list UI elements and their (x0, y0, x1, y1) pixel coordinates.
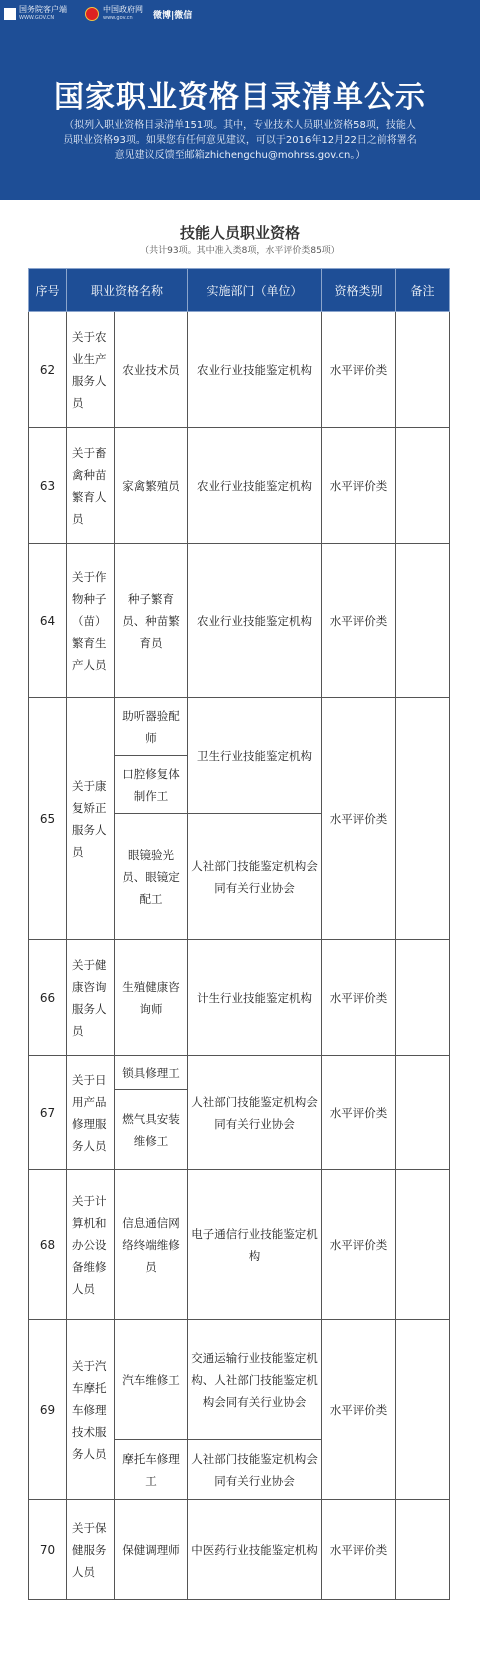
row-note (396, 1500, 450, 1600)
table-row (29, 940, 450, 1056)
row-category: 关于农业生产服务人员 (67, 312, 115, 428)
weibo-weixin-label[interactable]: 微博|微信 (153, 10, 193, 21)
row-category: 关于保健服务人员 (67, 1500, 115, 1600)
row-note (396, 1170, 450, 1320)
row-dept: 人社部门技能鉴定机构会同有关行业协会 (188, 814, 322, 940)
row-dept: 卫生行业技能鉴定机构 (188, 698, 322, 814)
row-note (396, 940, 450, 1056)
row-dept: 中医药行业技能鉴定机构 (188, 1500, 322, 1600)
table-header-row (29, 269, 450, 312)
page-description: （拟列入职业资格目录清单151项。其中，专业技术人员职业资格58项，技能人员职业资格93项。如果您有任何意见建议，可以于2016年12月22日之前将署名意见建议反馈至邮箱zhichengchu@mohrss.gov.cn。） (63, 120, 417, 161)
table-row (29, 698, 450, 756)
row-name: 摩托车修理工 (115, 1440, 188, 1500)
row-name: 锁具修理工 (115, 1056, 188, 1090)
gov-site-name[interactable]: 中国政府网 www.gov.cn (103, 5, 143, 21)
row-type: 水平评价类 (322, 544, 396, 698)
row-category: 关于日用产品修理服务人员 (67, 1056, 115, 1170)
table-row (29, 1320, 450, 1440)
row-no: 62 (29, 312, 67, 428)
table-row (29, 1500, 450, 1600)
header-no: 序号 (29, 269, 67, 312)
app-logo-icon (4, 8, 16, 20)
header-name: 职业资格名称 (67, 269, 188, 312)
row-note (396, 698, 450, 940)
row-name: 助听器验配师 (115, 698, 188, 756)
row-name: 燃气具安装维修工 (115, 1090, 188, 1170)
top-bar (0, 0, 480, 28)
table-row (29, 1170, 450, 1320)
table-row (29, 1056, 450, 1090)
table-row (29, 544, 450, 698)
qualification-table (28, 268, 450, 1600)
row-dept: 农业行业技能鉴定机构 (188, 312, 322, 428)
row-name: 信息通信网络终端维修员 (115, 1170, 188, 1320)
row-no: 63 (29, 428, 67, 544)
row-type: 水平评价类 (322, 1320, 396, 1500)
row-no: 66 (29, 940, 67, 1056)
row-dept: 人社部门技能鉴定机构会同有关行业协会 (188, 1440, 322, 1500)
section-title: 技能人员职业资格 (179, 224, 300, 242)
row-no: 68 (29, 1170, 67, 1320)
logo-sub-text: WWW.GOV.CN (19, 15, 55, 21)
header-note: 备注 (396, 269, 450, 312)
row-type: 水平评价类 (322, 1170, 396, 1320)
row-name: 种子繁育员、种苗繁育员 (115, 544, 188, 698)
row-note (396, 1056, 450, 1170)
row-no: 69 (29, 1320, 67, 1500)
row-no: 64 (29, 544, 67, 698)
row-type: 水平评价类 (322, 312, 396, 428)
header-type: 资格类别 (322, 269, 396, 312)
row-type: 水平评价类 (322, 1500, 396, 1600)
row-note (396, 428, 450, 544)
gov-site-url: www.gov.cn (103, 15, 133, 21)
table-row (29, 428, 450, 544)
row-name: 眼镜验光员、眼镜定配工 (115, 814, 188, 940)
row-name: 口腔修复体制作工 (115, 756, 188, 814)
row-name: 家禽繁殖员 (115, 428, 188, 544)
row-category: 关于畜禽种苗繁育人员 (67, 428, 115, 544)
row-no: 67 (29, 1056, 67, 1170)
page-title: 国家职业资格目录清单公示 (54, 80, 426, 115)
row-dept: 农业行业技能鉴定机构 (188, 544, 322, 698)
section-subtitle: （共计93项。其中准入类8项，水平评价类85项） (140, 246, 340, 256)
row-no: 70 (29, 1500, 67, 1600)
row-category: 关于康复矫正服务人员 (67, 698, 115, 940)
row-type: 水平评价类 (322, 698, 396, 940)
state-council-logo[interactable] (4, 5, 67, 23)
header-banner (0, 0, 480, 200)
logo-main-text: 国务院客户端 (19, 5, 67, 14)
row-name: 生殖健康咨询师 (115, 940, 188, 1056)
national-emblem-icon (85, 7, 99, 21)
row-name: 农业技术员 (115, 312, 188, 428)
row-category: 关于作物种子（苗）繁育生产人员 (67, 544, 115, 698)
row-category: 关于计算机和办公设备维修人员 (67, 1170, 115, 1320)
row-note (396, 544, 450, 698)
row-dept: 交通运输行业技能鉴定机构、人社部门技能鉴定机构会同有关行业协会 (188, 1320, 322, 1440)
row-note (396, 1320, 450, 1500)
row-no: 65 (29, 698, 67, 940)
row-dept: 人社部门技能鉴定机构会同有关行业协会 (188, 1056, 322, 1170)
row-name: 汽车维修工 (115, 1320, 188, 1440)
row-name: 保健调理师 (115, 1500, 188, 1600)
row-dept: 电子通信行业技能鉴定机构 (188, 1170, 322, 1320)
table-row (29, 312, 450, 428)
header-dept: 实施部门（单位） (188, 269, 322, 312)
row-type: 水平评价类 (322, 940, 396, 1056)
row-type: 水平评价类 (322, 428, 396, 544)
row-category: 关于汽车摩托车修理技术服务人员 (67, 1320, 115, 1500)
row-type: 水平评价类 (322, 1056, 396, 1170)
row-note (396, 312, 450, 428)
row-dept: 计生行业技能鉴定机构 (188, 940, 322, 1056)
row-dept: 农业行业技能鉴定机构 (188, 428, 322, 544)
row-category: 关于健康咨询服务人员 (67, 940, 115, 1056)
